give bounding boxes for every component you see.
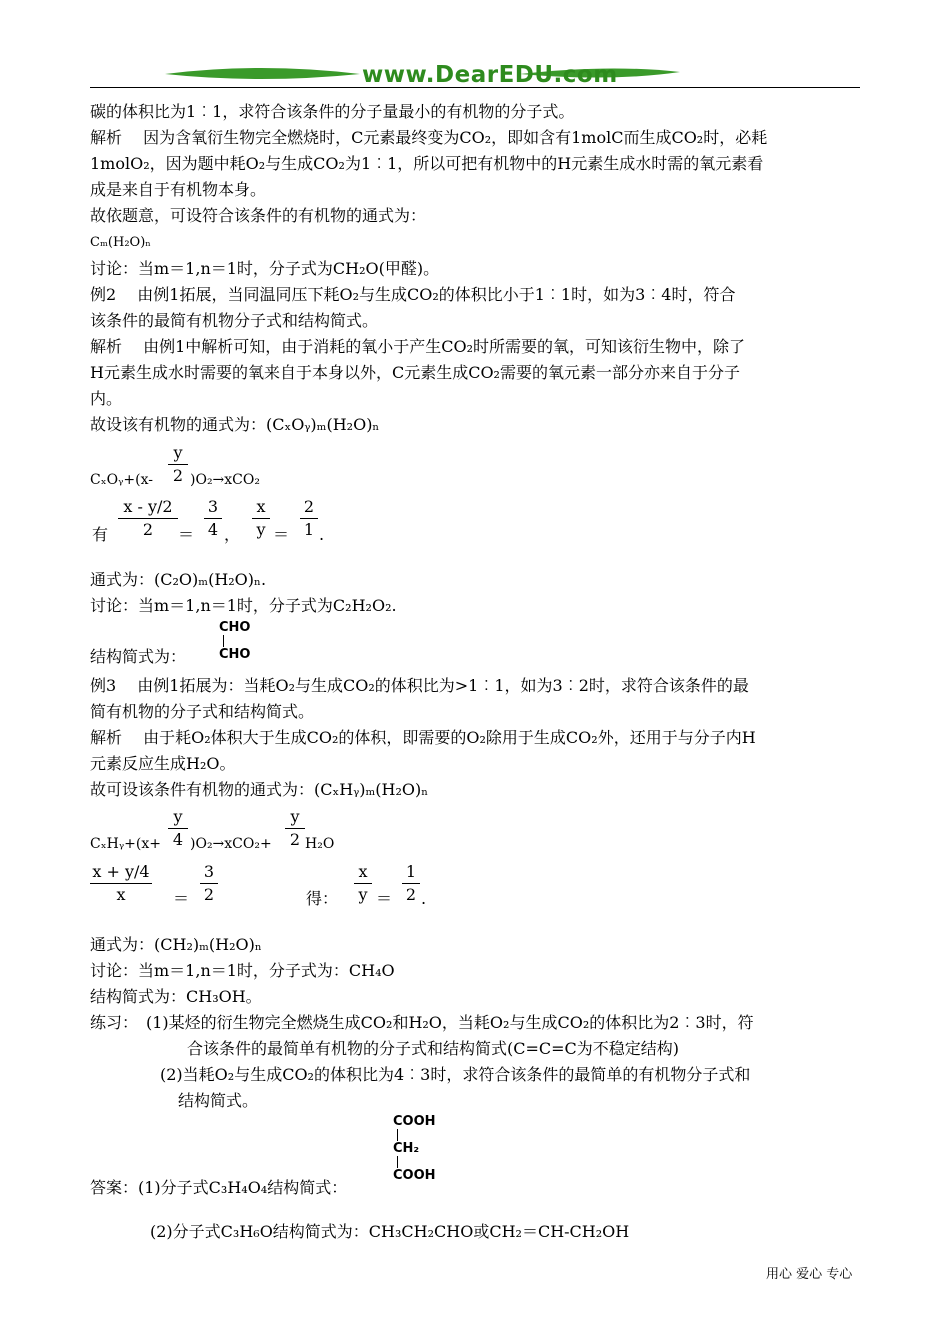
text-line: 得： bbox=[306, 889, 339, 908]
text-line: 解析 由于耗O₂体积大于生成CO₂的体积，即需要的O₂除用于生成CO₂外，还用于与分子内H bbox=[90, 728, 756, 747]
structure-group: CHO bbox=[219, 647, 251, 662]
fraction-numerator: x - y/2 bbox=[123, 497, 173, 516]
fraction bbox=[90, 862, 152, 905]
page-footer: 用心 爱心 专心 bbox=[766, 1267, 853, 1282]
structure-group: COOH bbox=[393, 1168, 436, 1183]
fraction-bar bbox=[204, 518, 222, 519]
structure-malonic-acid bbox=[393, 1114, 436, 1183]
fraction-denominator: 2 bbox=[405, 885, 417, 904]
fraction bbox=[402, 862, 420, 905]
structure-glyoxal bbox=[219, 620, 250, 662]
text-line: 故依题意，可设符合该条件的有机物的通式为： bbox=[90, 206, 427, 225]
text-line: 故设该有机物的通式为：(CₓOᵧ)ₘ(H₂O)ₙ bbox=[90, 415, 380, 434]
fraction-denominator: 2 bbox=[203, 885, 215, 904]
text-line: 讨论：当m＝1,n＝1时，分子式为：CH₄O bbox=[90, 961, 395, 980]
text-line: 解析 由例1中解析可知，由于消耗的氧小于产生CO₂时所需要的氧，可知该衍生物中，除了 bbox=[90, 337, 746, 356]
text-line: 简有机物的分子式和结构简式。 bbox=[90, 702, 315, 721]
text-line: 故可设该条件有机物的通式为：(CₓHᵧ)ₘ(H₂O)ₙ bbox=[90, 780, 429, 799]
fraction-bar bbox=[300, 518, 318, 519]
fraction-numerator: y bbox=[173, 443, 183, 462]
formula-line: Cₘ(H₂O)ₙ bbox=[90, 235, 151, 250]
equation-text: CₓHᵧ+(x+ bbox=[90, 836, 161, 852]
fraction-bar bbox=[118, 518, 178, 519]
fraction-bar bbox=[252, 518, 270, 519]
fraction-denominator: 2 bbox=[289, 830, 301, 849]
bond-line bbox=[397, 1156, 398, 1168]
header-rule bbox=[90, 87, 860, 88]
text-line: 元素反应生成H₂O。 bbox=[90, 754, 236, 773]
text-line: 解析 因为含氧衍生物完全燃烧时，C元素最终变为CO₂，即如含有1molC而生成CO₂时，必耗 bbox=[90, 128, 768, 147]
fraction-numerator: x bbox=[256, 497, 266, 516]
fraction-denominator: 2 bbox=[142, 520, 154, 539]
fraction bbox=[354, 862, 372, 905]
comma: ， bbox=[224, 525, 241, 544]
fraction-denominator: x bbox=[116, 885, 126, 904]
structure-group: CHO bbox=[219, 620, 251, 635]
header-logo bbox=[160, 60, 680, 90]
text-line: 通式为：(C₂O)ₘ(H₂O)ₙ. bbox=[90, 570, 267, 589]
text-line: 结构简式为： bbox=[90, 647, 187, 666]
text-line: 例2 由例1拓展，当同温同压下耗O₂与生成CO₂的体积比小于1︰1时，如为3︰4时，符合 bbox=[90, 285, 736, 304]
fraction-numerator: 3 bbox=[207, 497, 219, 516]
fraction-bar bbox=[168, 828, 188, 829]
text-line: 通式为：(CH₂)ₘ(H₂O)ₙ bbox=[90, 935, 262, 954]
bond-line bbox=[223, 635, 224, 647]
text-line: 例3 由例1拓展为：当耗O₂与生成CO₂的体积比为>1︰1，如为3︰2时，求符合该条件的最 bbox=[90, 676, 749, 695]
fraction-numerator: x bbox=[358, 862, 368, 881]
fraction-denominator: 2 bbox=[172, 466, 184, 485]
fraction-denominator: y bbox=[358, 885, 368, 904]
text-line: H元素生成水时需要的氧来自于本身以外，C元素生成CO₂需要的氧元素一部分亦来自于分子 bbox=[90, 363, 740, 382]
text-line: 合该条件的最简单有机物的分子式和结构简式(C=C=C为不稳定结构) bbox=[187, 1039, 680, 1058]
equals-sign: ＝ bbox=[376, 889, 393, 908]
period: . bbox=[421, 889, 427, 908]
fraction bbox=[285, 807, 305, 850]
fraction-bar bbox=[285, 828, 305, 829]
equation-text: )O₂→xCO₂ bbox=[190, 472, 260, 488]
fraction-bar bbox=[402, 883, 420, 884]
text-line: 内。 bbox=[90, 389, 123, 408]
text-line: 讨论：当m＝1,n＝1时，分子式为C₂H₂O₂. bbox=[90, 596, 397, 615]
text-line: (2)分子式C₃H₆O结构简式为：CH₃CH₂CHO或CH₂＝CH-CH₂OH bbox=[150, 1222, 630, 1241]
fraction bbox=[204, 497, 222, 540]
equation-text: H₂O bbox=[305, 836, 335, 852]
fraction bbox=[118, 497, 178, 540]
fraction-numerator: 2 bbox=[303, 497, 315, 516]
text-line: (2)当耗O₂与生成CO₂的体积比为4︰3时，求符合该条件的最简单的有机物分子式和 bbox=[160, 1065, 751, 1084]
fraction-numerator: y bbox=[290, 807, 300, 826]
equals-sign: ＝ bbox=[173, 889, 190, 908]
fraction-numerator: x + y/4 bbox=[92, 862, 150, 881]
text-line: 结构简式。 bbox=[178, 1091, 259, 1110]
text-line: 碳的体积比为1︰1，求符合该条件的分子量最小的有机物的分子式。 bbox=[90, 102, 575, 121]
fraction bbox=[168, 443, 188, 486]
fraction-numerator: 3 bbox=[203, 862, 215, 881]
structure-group: COOH bbox=[393, 1114, 436, 1129]
fraction-bar bbox=[200, 883, 218, 884]
text-line: 结构简式为：CH₃OH。 bbox=[90, 987, 262, 1006]
logo-text: www.DearEDU.com bbox=[362, 62, 618, 88]
fraction bbox=[252, 497, 270, 540]
text-line: 1molO₂，因为题中耗O₂与生成CO₂为1︰1，所以可把有机物中的H元素生成水时需的氧元素看 bbox=[90, 154, 764, 173]
fraction-numerator: y bbox=[173, 807, 183, 826]
fraction-numerator: 1 bbox=[405, 862, 417, 881]
fraction bbox=[300, 497, 318, 540]
bond-line bbox=[397, 1129, 398, 1141]
fraction-denominator: 4 bbox=[172, 830, 184, 849]
fraction-bar bbox=[354, 883, 372, 884]
fraction-denominator: y bbox=[256, 520, 266, 539]
text-line: 讨论：当m＝1,n＝1时，分子式为CH₂O(甲醛)。 bbox=[90, 259, 440, 278]
fraction-denominator: 1 bbox=[303, 520, 315, 539]
structure-group: CH₂ bbox=[393, 1141, 420, 1156]
text-line: 有 bbox=[92, 525, 109, 544]
fraction-bar bbox=[90, 883, 152, 884]
equals-sign: ＝ bbox=[273, 525, 290, 544]
fraction bbox=[168, 807, 188, 850]
text-line: 成是来自于有机物本身。 bbox=[90, 180, 267, 199]
text-line: 练习： (1)某烃的衍生物完全燃烧生成CO₂和H₂O，当耗O₂与生成CO₂的体积比为2︰3时，符 bbox=[90, 1013, 754, 1032]
equation-text: )O₂→xCO₂+ bbox=[190, 836, 272, 852]
fraction bbox=[200, 862, 218, 905]
fraction-bar bbox=[168, 464, 188, 465]
fraction-denominator: 4 bbox=[207, 520, 219, 539]
text-line: 该条件的最简有机物分子式和结构简式。 bbox=[90, 311, 379, 330]
period: . bbox=[319, 525, 325, 544]
equation-text: CₓOᵧ+(x- bbox=[90, 472, 153, 488]
text-line: 答案：(1)分子式C₃H₄O₄结构简式： bbox=[90, 1178, 348, 1197]
equals-sign: ＝ bbox=[178, 525, 195, 544]
